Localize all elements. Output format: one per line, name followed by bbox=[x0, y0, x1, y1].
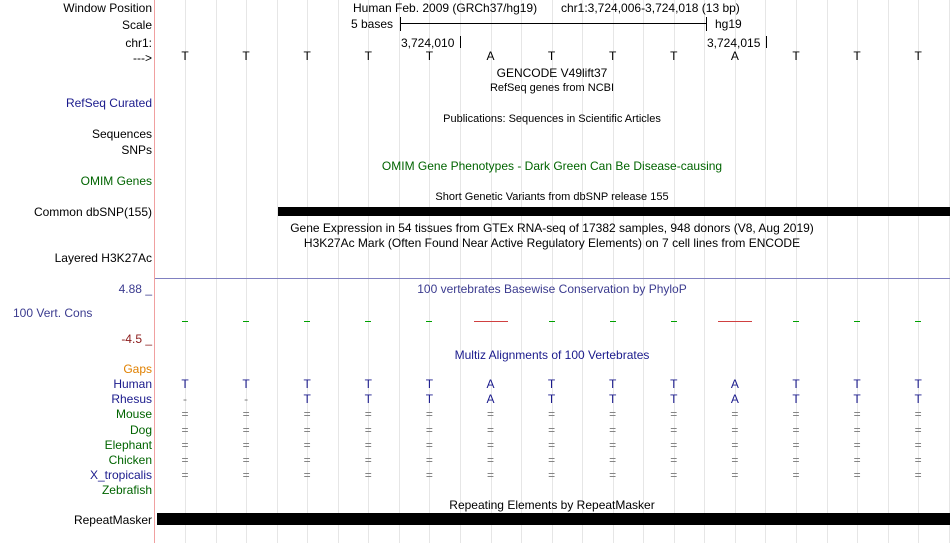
alignment-base: = bbox=[242, 422, 250, 437]
position-text[interactable]: chr1:3,724,006-3,724,018 (13 bp) bbox=[561, 1, 740, 15]
alignment-base: T bbox=[364, 377, 372, 391]
grid-line bbox=[277, 0, 278, 543]
base-letter: T bbox=[792, 49, 800, 63]
alignment-base: = bbox=[670, 468, 678, 483]
grid-line bbox=[827, 0, 828, 543]
species-label[interactable]: Mouse bbox=[115, 407, 152, 422]
dbsnp-feature-bar[interactable] bbox=[278, 207, 950, 216]
alignment-base: = bbox=[670, 453, 678, 467]
alignment-base: = bbox=[548, 407, 556, 422]
alignment-base: = bbox=[792, 407, 800, 422]
conservation-max: 4.88 _ bbox=[118, 282, 152, 296]
alignment-base: = bbox=[731, 407, 739, 422]
alignment-base: T bbox=[425, 377, 434, 391]
strand-label: ---> bbox=[133, 51, 152, 65]
alignment-base: = bbox=[731, 422, 739, 437]
scale-bar-left-tick bbox=[400, 17, 401, 31]
base-letter: T bbox=[670, 49, 678, 63]
coord-left: 3,724,010 bbox=[401, 36, 455, 50]
alignment-base: = bbox=[853, 422, 861, 437]
alignment-base: = bbox=[548, 468, 556, 483]
scale-bar bbox=[400, 23, 707, 24]
assembly-text: Human Feb. 2009 (GRCh37/hg19) bbox=[353, 1, 538, 15]
alignment-base: A bbox=[730, 392, 739, 407]
alignment-base: = bbox=[181, 437, 189, 452]
conservation-mark bbox=[549, 321, 555, 322]
species-label[interactable]: Human bbox=[113, 377, 152, 391]
snps-track-label[interactable]: SNPs bbox=[121, 143, 152, 157]
coord-right: 3,724,015 bbox=[707, 36, 761, 50]
base-letter: T bbox=[609, 49, 617, 63]
species-label[interactable]: Dog bbox=[129, 422, 152, 437]
h3k27ac-track-title[interactable]: H3K27Ac Mark (Often Found Near Active Regulatory Elements) on 7 cell lines from ENCODE bbox=[303, 236, 801, 250]
conservation-mark bbox=[915, 321, 921, 322]
species-label[interactable]: Zebrafish bbox=[101, 483, 152, 498]
base-letter: A bbox=[730, 49, 739, 63]
alignment-base: = bbox=[181, 407, 189, 422]
conservation-min: -4.5 _ bbox=[121, 332, 152, 346]
alignment-base: = bbox=[364, 437, 372, 452]
alignment-base: = bbox=[914, 422, 922, 437]
grid-line bbox=[460, 0, 461, 543]
alignment-base: = bbox=[609, 453, 617, 467]
alignment-base: T bbox=[547, 392, 556, 407]
repeatmasker-track-label[interactable]: RepeatMasker bbox=[73, 513, 152, 527]
conservation-track-label[interactable]: 100 Vert. Cons bbox=[13, 306, 93, 320]
alignment-base: = bbox=[486, 437, 494, 452]
alignment-base: = bbox=[792, 453, 800, 467]
grid-line bbox=[765, 0, 766, 543]
alignment-base: = bbox=[914, 453, 922, 467]
alignment-base: T bbox=[609, 377, 617, 391]
coord-right-tick bbox=[766, 36, 767, 48]
refseq-track-subtitle[interactable]: RefSeq genes from NCBI bbox=[489, 82, 615, 94]
alignment-base: - bbox=[244, 392, 249, 407]
alignment-base: = bbox=[425, 453, 433, 467]
grid-line bbox=[643, 0, 644, 543]
sequences-track-label[interactable]: Sequences bbox=[91, 127, 152, 141]
conservation-track-title[interactable]: 100 vertebrates Basewise Conservation by PhyloP bbox=[417, 282, 687, 296]
scale-db: hg19 bbox=[715, 17, 742, 31]
conservation-mark bbox=[474, 321, 508, 322]
alignment-base: = bbox=[548, 437, 556, 452]
alignment-base: = bbox=[486, 422, 494, 437]
grid-line bbox=[888, 0, 889, 543]
grid-line bbox=[704, 0, 705, 543]
alignment-base: = bbox=[853, 453, 861, 467]
alignment-base: = bbox=[425, 437, 433, 452]
species-label[interactable]: Chicken bbox=[108, 453, 152, 467]
base-letter: A bbox=[486, 49, 495, 63]
alignment-base: A bbox=[486, 392, 495, 407]
alignment-base: T bbox=[425, 392, 434, 407]
alignment-base: = bbox=[670, 407, 678, 422]
alignment-base: = bbox=[242, 407, 250, 422]
alignment-base: = bbox=[486, 453, 494, 467]
label-divider bbox=[154, 0, 155, 543]
alignment-base: = bbox=[792, 468, 800, 483]
conservation-top-line bbox=[155, 278, 950, 279]
alignment-base: = bbox=[792, 422, 800, 437]
alignment-base: A bbox=[730, 377, 739, 391]
alignment-base: = bbox=[548, 453, 556, 467]
alignment-base: = bbox=[181, 468, 189, 483]
alignment-base: T bbox=[364, 392, 372, 407]
alignment-base: = bbox=[181, 422, 189, 437]
alignment-base: T bbox=[303, 377, 311, 391]
alignment-base: = bbox=[731, 437, 739, 452]
grid-line bbox=[338, 0, 339, 543]
species-label[interactable]: X_tropicalis bbox=[89, 468, 152, 483]
coord-left-tick bbox=[460, 36, 461, 48]
omim-track-label[interactable]: OMIM Genes bbox=[80, 174, 152, 188]
alignment-base: = bbox=[548, 422, 556, 437]
alignment-base: = bbox=[303, 437, 311, 452]
gencode-track-title[interactable]: GENCODE V49lift37 bbox=[496, 66, 608, 80]
alignment-base: = bbox=[486, 468, 494, 483]
alignment-base: = bbox=[425, 407, 433, 422]
alignment-base: = bbox=[303, 407, 311, 422]
alignment-base: T bbox=[303, 392, 311, 407]
alignment-base: T bbox=[914, 392, 922, 407]
grid-line bbox=[399, 0, 400, 543]
alignment-base: = bbox=[670, 422, 678, 437]
alignment-base: = bbox=[609, 468, 617, 483]
alignment-base: = bbox=[181, 453, 189, 467]
alignment-base: = bbox=[609, 407, 617, 422]
alignment-base: = bbox=[731, 453, 739, 467]
dbsnp-track-title[interactable]: Short Genetic Variants from dbSNP release 155 bbox=[435, 191, 669, 203]
alignment-base: = bbox=[242, 468, 250, 483]
scale-label: Scale bbox=[121, 18, 152, 32]
alignment-base: T bbox=[609, 392, 617, 407]
base-letter: T bbox=[425, 49, 434, 63]
alignment-base: = bbox=[853, 468, 861, 483]
base-letter: T bbox=[914, 49, 922, 63]
omim-track-title[interactable]: OMIM Gene Phenotypes - Dark Green Can Be Disease-causing bbox=[381, 159, 723, 173]
conservation-mark bbox=[365, 321, 371, 322]
alignment-base: = bbox=[853, 407, 861, 422]
gtex-track-title[interactable]: Gene Expression in 54 tissues from GTEx RNA-seq of 17382 samples, 948 donors (V8, Aug 2019) bbox=[290, 221, 814, 235]
alignment-base: T bbox=[914, 377, 922, 391]
alignment-base: = bbox=[425, 468, 433, 483]
dbsnp-track-label[interactable]: Common dbSNP(155) bbox=[33, 205, 152, 219]
alignment-base: = bbox=[364, 422, 372, 437]
alignment-base: = bbox=[914, 437, 922, 452]
conservation-mark bbox=[610, 321, 616, 322]
base-letter: T bbox=[303, 49, 311, 63]
scale-bases: 5 bases bbox=[351, 17, 394, 31]
conservation-mark bbox=[854, 321, 860, 322]
repeatmasker-feature-bar[interactable] bbox=[157, 513, 950, 525]
alignment-base: = bbox=[303, 468, 311, 483]
alignment-base: T bbox=[181, 377, 189, 391]
alignment-base: T bbox=[670, 377, 678, 391]
alignment-base: T bbox=[242, 377, 250, 391]
alignment-base: = bbox=[792, 437, 800, 452]
alignment-base: = bbox=[364, 453, 372, 467]
publications-track-title[interactable]: Publications: Sequences in Scientific Articles bbox=[443, 113, 661, 125]
alignment-base: A bbox=[486, 377, 495, 391]
alignment-base: = bbox=[303, 453, 311, 467]
scale-bar-right-tick bbox=[706, 17, 707, 31]
conservation-mark bbox=[304, 321, 310, 322]
alignment-base: - bbox=[183, 392, 187, 407]
alignment-base: T bbox=[792, 392, 800, 407]
conservation-mark bbox=[793, 321, 799, 322]
alignment-base: T bbox=[853, 377, 861, 391]
base-letter: T bbox=[853, 49, 861, 63]
conservation-mark bbox=[182, 321, 188, 322]
window-position-label: Window Position bbox=[63, 1, 152, 15]
multiz-track-title[interactable]: Multiz Alignments of 100 Vertebrates bbox=[454, 348, 650, 362]
conservation-mark bbox=[671, 321, 677, 322]
alignment-base: = bbox=[670, 437, 678, 452]
alignment-base: = bbox=[609, 422, 617, 437]
alignment-base: = bbox=[609, 437, 617, 452]
alignment-base: = bbox=[425, 422, 433, 437]
chrom-label: chr1: bbox=[125, 36, 152, 50]
repeatmasker-track-title[interactable]: Repeating Elements by RepeatMasker bbox=[449, 498, 655, 512]
alignment-base: = bbox=[364, 407, 372, 422]
alignment-base: = bbox=[853, 437, 861, 452]
base-letter: T bbox=[364, 49, 372, 63]
species-label[interactable]: Elephant bbox=[104, 437, 152, 452]
grid-line bbox=[216, 0, 217, 543]
alignment-base: = bbox=[242, 453, 250, 467]
refseq-track-label[interactable]: RefSeq Curated bbox=[65, 96, 152, 110]
alignment-base: = bbox=[914, 407, 922, 422]
gaps-label[interactable]: Gaps bbox=[123, 362, 152, 376]
base-letter: T bbox=[181, 49, 189, 63]
alignment-base: = bbox=[303, 422, 311, 437]
conservation-mark bbox=[718, 321, 752, 322]
species-label[interactable]: Rhesus bbox=[111, 392, 152, 407]
conservation-mark bbox=[426, 321, 432, 322]
alignment-base: = bbox=[914, 468, 922, 483]
h3k27ac-track-label[interactable]: Layered H3K27Ac bbox=[54, 251, 152, 265]
alignment-base: = bbox=[242, 437, 250, 452]
alignment-base: = bbox=[364, 468, 372, 483]
alignment-base: = bbox=[731, 468, 739, 483]
base-letter: T bbox=[242, 49, 250, 63]
alignment-base: = bbox=[486, 407, 494, 422]
base-letter: T bbox=[547, 49, 556, 63]
conservation-mark bbox=[243, 321, 249, 322]
alignment-base: T bbox=[670, 392, 678, 407]
alignment-base: T bbox=[792, 377, 800, 391]
alignment-base: T bbox=[853, 392, 861, 407]
alignment-base: T bbox=[547, 377, 556, 391]
